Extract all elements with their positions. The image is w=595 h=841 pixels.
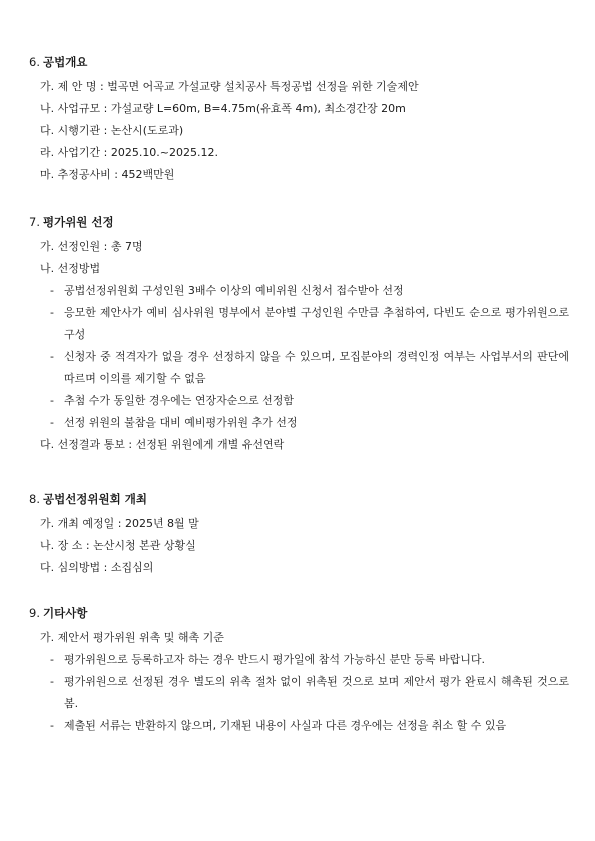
dash-marker: - xyxy=(50,719,54,732)
list-item: 가. 제안서 평가위원 위촉 및 해촉 기준 xyxy=(40,631,224,644)
bullet-item xyxy=(29,649,571,671)
bullet-text: 공법선정위원회 구성인원 3배수 이상의 예비위원 신청서 접수받아 선정 xyxy=(64,284,404,297)
section-number: 8. xyxy=(29,492,40,506)
section-title: 평가위원 선정 xyxy=(42,215,114,229)
section-title: 공법개요 xyxy=(42,55,88,69)
section-number: 7. xyxy=(29,215,40,229)
list-item: 가. 개최 예정일 : 2025년 8월 말 xyxy=(40,517,199,530)
section-title: 공법선정위원회 개최 xyxy=(42,492,147,506)
bullet-text: 신청자 중 적격자가 없을 경우 선정하지 않을 수 있으며, 모집분야의 경력인정 여부는 사업부서의 판단에 따르며 이의를 제기할 수 없음 xyxy=(64,350,569,385)
bullet-item xyxy=(29,671,571,715)
bullet-item xyxy=(29,346,571,390)
list-item: 나. 사업규모 : 가설교량 L=60m, B=4.75m(유효폭 4m), 최소경간장 20m xyxy=(40,102,406,115)
list-item: 라. 사업기간 : 2025.10.~2025.12. xyxy=(40,146,219,159)
section-9 xyxy=(29,605,571,737)
dash-marker: - xyxy=(50,416,54,429)
section-number: 6. xyxy=(29,55,40,69)
section-8 xyxy=(29,491,571,579)
list-item: 다. 선정결과 통보 : 선정된 위원에게 개별 유선연락 xyxy=(40,438,285,451)
bullet-text: 응모한 제안사가 예비 심사위원 명부에서 분야별 구성인원 수만큼 추첨하여, 다빈도 순으로 평가위원으로 구성 xyxy=(64,306,569,341)
list-item: 나. 선정방법 xyxy=(40,262,101,275)
dash-marker: - xyxy=(50,653,54,666)
bullet-item xyxy=(29,390,571,412)
bullet-text: 평가위원으로 등록하고자 하는 경우 반드시 평가일에 참석 가능하신 분만 등록 바랍니다. xyxy=(64,653,485,666)
bullet-text: 선정 위원의 불참을 대비 예비평가위원 추가 선정 xyxy=(64,416,298,429)
list-item: 가. 선정인원 : 총 7명 xyxy=(40,240,143,253)
bullet-item xyxy=(29,412,571,434)
dash-marker: - xyxy=(50,675,54,688)
section-heading xyxy=(29,214,571,230)
dash-marker: - xyxy=(50,350,54,363)
bullet-text: 평가위원으로 선정된 경우 별도의 위촉 절차 없이 위촉된 것으로 보며 제안서 평가 완료시 해촉된 것으로 봄. xyxy=(64,675,569,710)
dash-marker: - xyxy=(50,284,54,297)
section-heading xyxy=(29,605,571,621)
bullet-item xyxy=(29,715,571,737)
list-item: 마. 추정공사비 : 452백만원 xyxy=(40,168,175,181)
section-number: 9. xyxy=(29,606,40,620)
section-title: 기타사항 xyxy=(42,606,88,620)
list-item: 다. 시행기관 : 논산시(도로과) xyxy=(40,124,184,137)
section-heading xyxy=(29,491,571,507)
list-item: 나. 장 소 : 논산시청 본관 상황실 xyxy=(40,539,196,552)
bullet-item xyxy=(29,302,571,346)
section-heading xyxy=(29,54,571,70)
section-6 xyxy=(29,54,571,186)
dash-marker: - xyxy=(50,306,54,319)
list-item: 가. 제 안 명 : 벌곡면 어곡교 가설교량 설치공사 특정공법 선정을 위한 기술제안 xyxy=(40,80,419,93)
section-7 xyxy=(29,214,571,456)
bullet-item xyxy=(29,280,571,302)
dash-marker: - xyxy=(50,394,54,407)
bullet-text: 추첨 수가 동일한 경우에는 연장자순으로 선정함 xyxy=(64,394,295,407)
list-item: 다. 심의방법 : 소집심의 xyxy=(40,561,154,574)
bullet-text: 제출된 서류는 반환하지 않으며, 기재된 내용이 사실과 다른 경우에는 선정을 취소 할 수 있음 xyxy=(64,719,507,732)
